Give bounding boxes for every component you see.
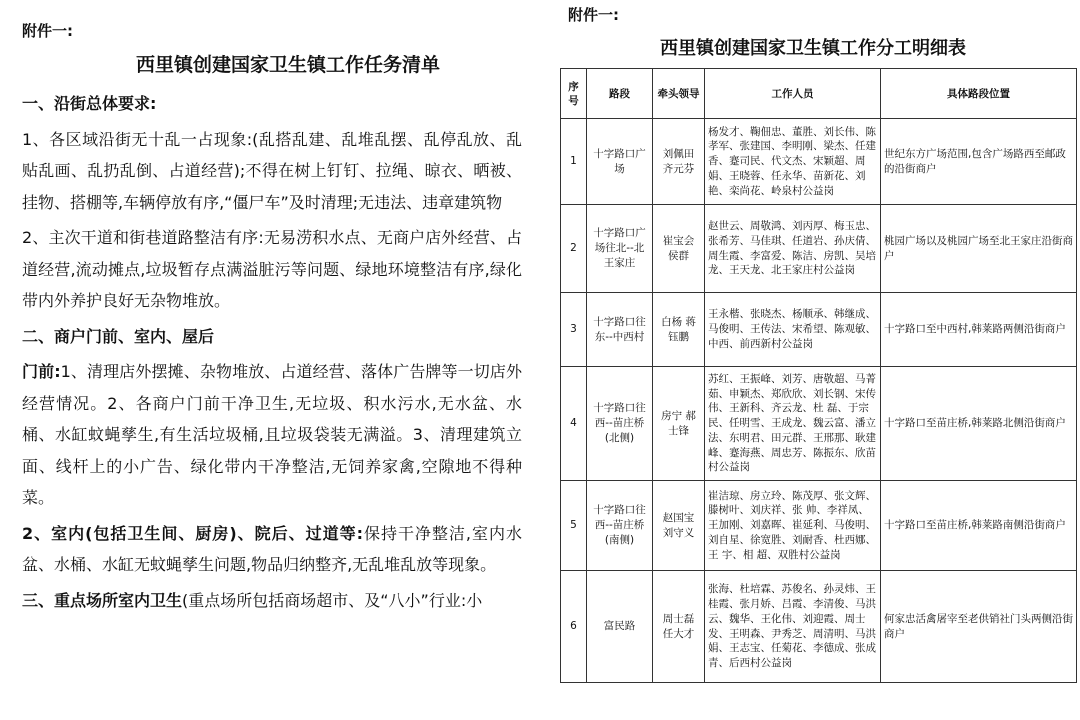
road-section: 十字路口广场 [587,119,653,205]
staff-list: 张海、杜培霖、苏俊名、孙灵炜、王桂霞、张月娇、吕霞、李清俊、马洪云、魏华、王化伟、刘迎霞、周士发、王明森、尹秀芝、周清明、马洪娟、王志宝、任菊花、李德成、张成青、后西村公益岗 [705,571,881,683]
table-header-row [561,69,1077,119]
road-location: 桃园广场以及桃园广场至北王家庄沿街商户 [881,205,1077,293]
road-section: 十字路口往东--中西村 [587,293,653,367]
row-number: 6 [561,571,587,683]
road-location: 十字路口至苗庄桥,韩莱路南侧沿街商户 [881,481,1077,571]
road-location: 十字路口至苗庄桥,韩莱路北侧沿街商户 [881,367,1077,481]
road-section: 十字路口广场往北--北王家庄 [587,205,653,293]
body-paragraph: 2、主次干道和街巷道路整洁有序:无易涝积水点、无商户店外经营、占道经营,流动摊点,垃圾暂存点满溢脏污等问题、绿地环境整洁有序,绿化带内外养护良好无杂物堆放。 [22,228,522,310]
lead-officials: 崔宝会 侯群 [653,205,705,293]
lead-officials: 白杨 蒋钰鹏 [653,293,705,367]
road-location: 何家忠活禽屠宰至老供销社门头两侧沿街商户 [881,571,1077,683]
section-heading: 二、商户门前、室内、屋后 [22,326,215,346]
row-number: 1 [561,119,587,205]
header-road: 路段 [587,69,653,119]
staff-list: 崔洁琼、房立玲、陈茂厚、张文辉、滕树叶、刘庆祥、张 帅、李祥凤、王加刚、刘嘉晖、崔延利、马俊明、刘自星、徐宽胜、刘耐香、杜西娜、王 宇、相 超、双胜村公益岗 [705,481,881,571]
road-section: 富民路 [587,571,653,683]
paragraph-lead: 2、室内(包括卫生间、厨房)、院后、过道等: [22,523,363,543]
road-location: 世纪东方广场范围,包含广场路西至邮政的沿街商户 [881,119,1077,205]
section-heading: 一、沿街总体要求: [22,94,157,113]
header-no: 序号 [561,69,587,119]
staff-list: 赵世云、周敬鸿、刘丙厚、梅玉忠、张希芳、马佳琪、任道岩、孙庆倩、周生霞、李富爱、陈洁、房凯、吴培龙、王天龙、北王家庄村公益岗 [705,205,881,293]
staff-list: 杨发才、鞠佃忠、董胜、刘长伟、陈孝军、张建国、李明刚、梁杰、任建香、蹇司民、代文杰、宋颖超、周娟、王晓蓉、任永华、苗新花、刘艳、栾尚花、岭泉村公益岗 [705,119,881,205]
lead-paragraph [22,356,522,514]
paragraph-lead: 三、重点场所室内卫生 [22,590,183,610]
document-body [22,88,522,620]
header-leaders: 牵头领导 [653,69,705,119]
body-paragraph: 1、各区域沿街无十乱一占现象:(乱搭乱建、乱堆乱摆、乱停乱放、乱贴乱画、乱扔乱倒、占道经营);不得在树上钉钉、拉绳、晾衣、晒被、挂物、搭棚等,车辆停放有序,“僵尸车”及时清理;无违法、违章建筑物 [22,129,522,212]
table-row [561,367,1077,481]
row-number: 5 [561,481,587,571]
attachment-label: 附件一: [568,6,619,24]
lead-paragraph [22,585,522,617]
paragraph-text: 保持干净整洁,室内水盆、水桶、水缸无蚊蝇孳生问题,物品归纳整齐,无乱堆乱放等现象。 [22,523,522,574]
document-title: 西里镇创建国家卫生镇工作任务清单 [136,54,441,76]
division-table-document [548,0,1080,720]
road-section: 十字路口往西--苗庄桥(北侧) [587,367,653,481]
lead-officials: 刘佩田 齐元芬 [653,119,705,205]
lead-officials: 周士磊 任大才 [653,571,705,683]
attachment-label: 附件一: [22,22,73,40]
table-row [561,571,1077,683]
lead-officials: 房宁 郝士锋 [653,367,705,481]
row-number: 2 [561,205,587,293]
paragraph-text: 1、清理店外摆摊、杂物堆放、占道经营、落体广告牌等一切店外经营情况。2、各商户门前干净卫生,无垃圾、积水污水,无水盆、水桶、水缸蚊蝇孳生,有生活垃圾桶,且垃圾袋装无满溢。3、清理建筑立面、线杆上的小广告、绿化带内干净整洁,无饲养家禽,空隙地不得种菜。 [22,362,523,507]
table-row [561,481,1077,571]
header-staff: 工作人员 [705,69,881,119]
lead-officials: 赵国宝 刘守义 [653,481,705,571]
road-location: 十字路口至中西村,韩莱路两侧沿街商户 [881,293,1077,367]
division-table [560,68,1077,683]
lead-paragraph [22,518,522,581]
staff-list: 王永楷、张晓杰、杨顺承、韩继成、马俊明、王传法、宋希望、陈观敏、中西、前西新村公益岗 [705,293,881,367]
road-section: 十字路口往西--苗庄桥(南侧) [587,481,653,571]
table-title: 西里镇创建国家卫生镇工作分工明细表 [660,38,966,59]
row-number: 3 [561,293,587,367]
row-number: 4 [561,367,587,481]
header-location: 具体路段位置 [881,69,1077,119]
table-row [561,119,1077,205]
paragraph-lead: 门前: [22,362,61,381]
table-row [561,205,1077,293]
table-row [561,293,1077,367]
paragraph-text: (重点场所包括商场超市、及“八小”行业:小 [182,590,483,610]
staff-list: 苏红、王振峰、刘芳、唐敬超、马菁茹、申颖杰、郑欣欣、刘长钢、宋传伟、王新科、齐云龙、杜 磊、于宗民、任明雪、王成龙、魏云富、潘立法、东明君、田元群、王邢那、耿建峰、蹇海燕、周忠芳、陈振东、欣苗村公益岗 [705,367,881,481]
